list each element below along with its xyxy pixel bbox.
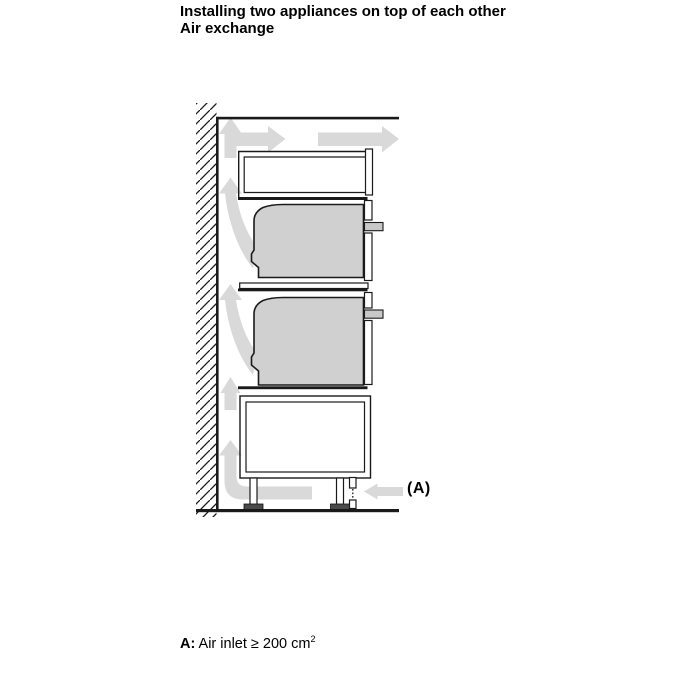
top-compartment-outer (239, 152, 366, 198)
lower-oven-front-frame-top (365, 293, 373, 309)
mid-shelf (240, 283, 368, 289)
base-cabinet-outer (240, 396, 371, 478)
page-title: Installing two appliances on top of each other (180, 3, 506, 20)
footnote (180, 633, 316, 652)
footnote-label: A: (180, 635, 196, 652)
airflow-up-arrow-base (221, 377, 241, 410)
upper-oven-front-frame-top (365, 201, 373, 221)
upper-niche-top-shelf (238, 197, 368, 200)
lower-oven-knob (365, 310, 384, 318)
wall-line (216, 117, 219, 512)
floor-line (196, 509, 399, 512)
airflow-right-arrow-long (318, 126, 399, 153)
page-subtitle: Air exchange (180, 20, 275, 37)
upper-oven-body (252, 205, 364, 278)
top-compartment-front-strip (366, 149, 373, 195)
upper-oven-knob (365, 223, 384, 231)
plinth-marker-bottom (350, 500, 357, 509)
callout-paren-close: ) (424, 480, 431, 497)
lower-oven-front-frame-bottom (365, 321, 373, 385)
left-foot (244, 504, 263, 510)
ceiling-line (216, 117, 399, 120)
airflow-floor-bent-arrow (219, 440, 312, 500)
base-cabinet-inner (246, 402, 365, 472)
lower-oven-body (252, 298, 364, 386)
callout-letter: A (412, 480, 425, 497)
right-leg (337, 478, 344, 505)
wall-hatch (196, 103, 217, 517)
upper-oven-front-frame-bottom (365, 233, 373, 281)
footnote-superscript: 2 (310, 633, 316, 644)
callout-paren-open: ( (407, 480, 413, 497)
top-compartment-inner (244, 157, 365, 193)
plinth-marker-top (350, 478, 357, 489)
air-inlet-left-arrow (364, 484, 403, 500)
lower-niche-bottom-shelf (238, 386, 368, 389)
right-foot (331, 504, 350, 510)
footnote-text: Air inlet ≥ 200 cm (195, 635, 311, 652)
lower-niche-top-shelf (238, 289, 368, 292)
left-leg (250, 478, 257, 505)
air-inlet-callout (407, 480, 431, 498)
